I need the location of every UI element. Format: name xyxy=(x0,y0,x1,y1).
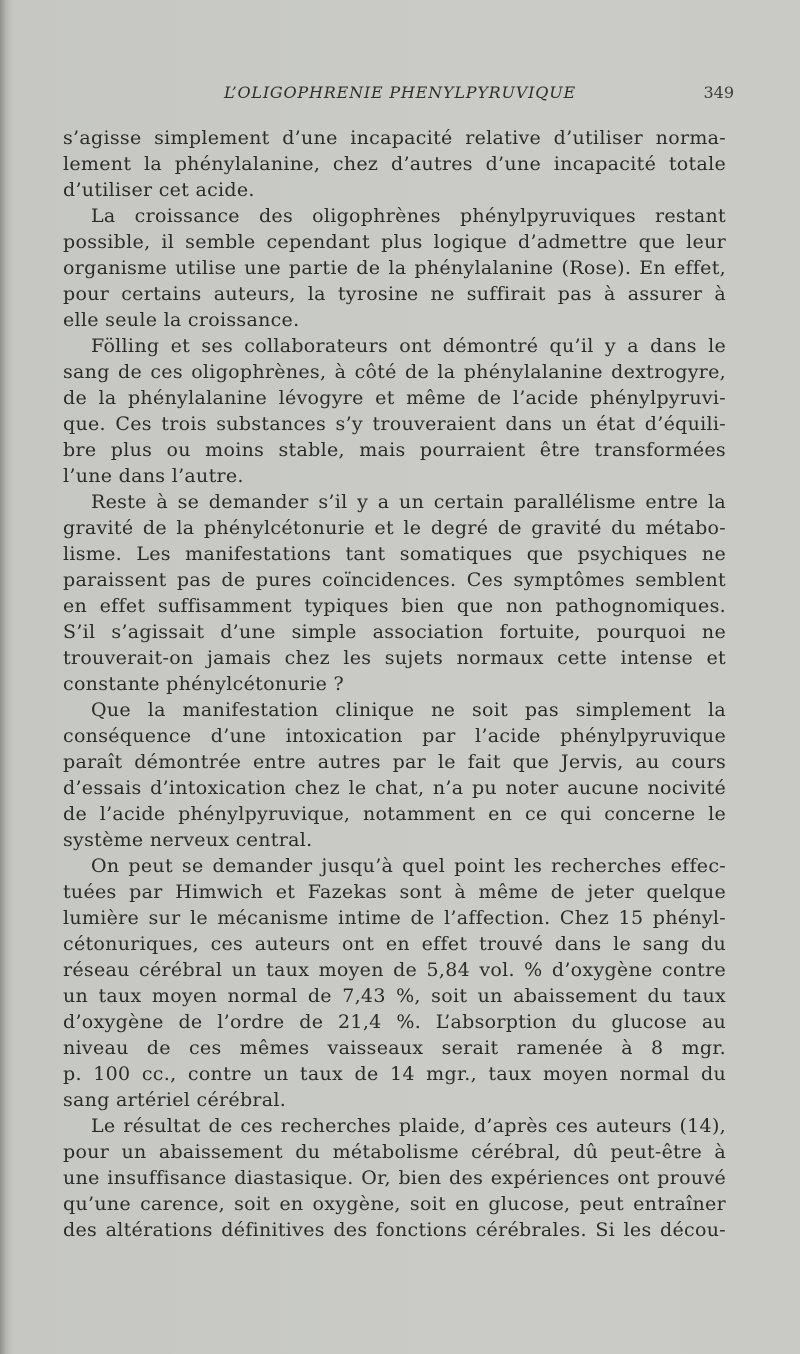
text-line: lisme. Les manifestations tant somatiques que psychiques ne xyxy=(63,543,726,565)
text-line: S’il s’agissait d’une simple association fortuite, pourquoi ne xyxy=(63,621,726,643)
page-number: 349 xyxy=(703,83,734,102)
text-line: Que la manifestation clinique ne soit pas simplement la xyxy=(91,699,726,721)
text-line: de la phénylalanine lévogyre et même de l’acide phénylpyruvi- xyxy=(63,387,726,409)
text-line: La croissance des oligophrènes phénylpyruviques restant xyxy=(91,205,726,227)
text-line: paraît démontrée entre autres par le fait que Jervis, au cours xyxy=(63,751,726,773)
running-title: L’OLIGOPHRENIE PHENYLPYRUVIQUE xyxy=(224,83,576,102)
text-line: tuées par Himwich et Fazekas sont à même de jeter quelque xyxy=(63,881,726,903)
text-line: niveau de ces mêmes vaisseaux serait ramenée à 8 mgr. xyxy=(63,1037,726,1059)
text-line: que. Ces trois substances s’y trouveraient dans un état d’équili- xyxy=(63,413,726,435)
text-line: réseau cérébral un taux moyen de 5,84 vol. % d’oxygène contre xyxy=(63,959,726,981)
text-line: conséquence d’une intoxication par l’acide phénylpyruvique xyxy=(63,725,726,747)
text-line: système nerveux central. xyxy=(63,829,313,851)
page-header xyxy=(60,83,740,107)
text-line: possible, il semble cependant plus logique d’admettre que leur xyxy=(63,231,726,253)
text-line: d’oxygène de l’ordre de 21,4 %. L’absorption du glucose au xyxy=(63,1011,726,1033)
text-line: gravité de la phénylcétonurie et le degré de gravité du métabo- xyxy=(63,517,726,539)
text-line: l’une dans l’autre. xyxy=(63,465,244,487)
text-line: lement la phénylalanine, chez d’autres d’une incapacité totale xyxy=(63,153,726,175)
text-line: sang artériel cérébral. xyxy=(63,1089,287,1111)
text-line: Fölling et ses collaborateurs ont démontré qu’il y a dans le xyxy=(91,335,726,357)
text-line: cétonuriques, ces auteurs ont en effet trouvé dans le sang du xyxy=(63,933,726,955)
text-line: sang de ces oligophrènes, à côté de la phénylalanine dextrogyre, xyxy=(63,361,726,383)
text-line: une insuffisance diastasique. Or, bien des expériences ont prouvé xyxy=(63,1167,726,1189)
text-line: de l’acide phénylpyruvique, notamment en ce qui concerne le xyxy=(63,803,726,825)
text-line: pour certains auteurs, la tyrosine ne suffirait pas à assurer à xyxy=(63,283,726,305)
text-line: qu’une carence, soit en oxygène, soit en glucose, peut entraîner xyxy=(63,1193,726,1215)
text-line: lumière sur le mécanisme intime de l’affection. Chez 15 phényl- xyxy=(63,907,726,929)
text-line: pour un abaissement du métabolisme cérébral, dû peut-être à xyxy=(63,1141,726,1163)
text-line: constante phénylcétonurie ? xyxy=(63,673,345,695)
text-line: d’essais d’intoxication chez le chat, n’a pu noter aucune nocivité xyxy=(63,777,726,799)
text-line: p. 100 cc., contre un taux de 14 mgr., taux moyen normal du xyxy=(63,1063,726,1085)
body-text xyxy=(63,125,726,1243)
text-line: un taux moyen normal de 7,43 %, soit un abaissement du taux xyxy=(63,985,726,1007)
text-line: des altérations définitives des fonctions cérébrales. Si les décou- xyxy=(63,1219,726,1241)
text-line: bre plus ou moins stable, mais pourraient être transformées xyxy=(63,439,726,461)
text-line: d’utiliser cet acide. xyxy=(63,179,255,201)
text-line: Le résultat de ces recherches plaide, d’après ces auteurs (14), xyxy=(91,1115,726,1137)
text-line: organisme utilise une partie de la phénylalanine (Rose). En effet, xyxy=(63,257,726,279)
text-line: elle seule la croissance. xyxy=(63,309,300,331)
text-line: On peut se demander jusqu’à quel point les recherches effec- xyxy=(91,855,726,877)
text-line: Reste à se demander s’il y a un certain parallélisme entre la xyxy=(91,491,726,513)
text-line: s’agisse simplement d’une incapacité relative d’utiliser norma- xyxy=(63,127,726,149)
text-line: en effet suffisamment typiques bien que non pathognomiques. xyxy=(63,595,726,617)
text-line: paraissent pas de pures coïncidences. Ces symptômes semblent xyxy=(63,569,726,591)
text-line: trouverait-on jamais chez les sujets normaux cette intense et xyxy=(63,647,726,669)
